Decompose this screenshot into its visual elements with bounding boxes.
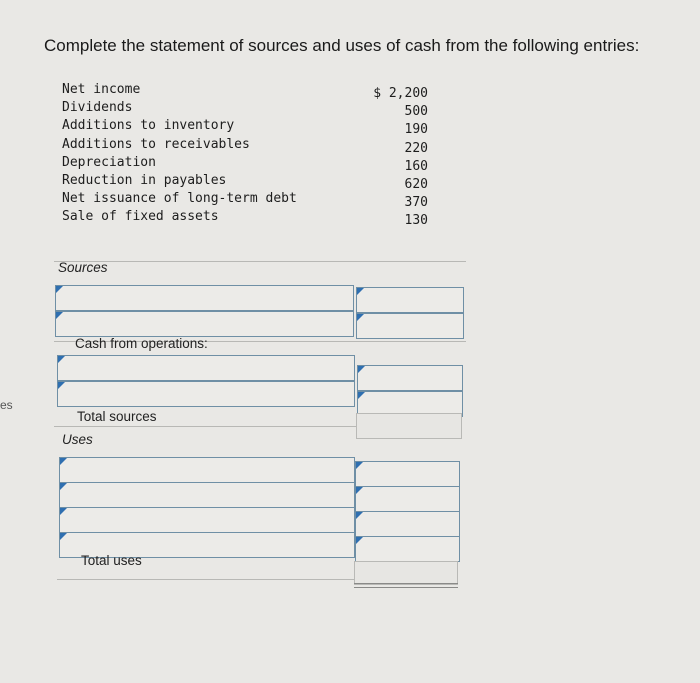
entry-row [62,173,442,191]
entry-value: $ 2,200 [373,86,428,101]
entry-value: 620 [404,176,428,192]
entry-value: 220 [404,140,428,156]
total-uses-label: Total uses [81,553,142,568]
entry-row [62,137,442,155]
row-divider [54,261,466,262]
entry-label: Net issuance of long-term debt [62,191,297,207]
source-1-description-input[interactable] [55,285,354,311]
sources-uses-form [54,261,466,587]
entry-row [62,155,442,173]
entry-label: Sale of fixed assets [62,209,219,225]
entry-label: Dividends [62,100,133,116]
entry-row [62,100,442,118]
use-1-amount-input[interactable] [355,461,460,487]
row-divider [57,579,355,580]
entry-row [62,118,442,136]
use-2-amount-input[interactable] [355,486,460,512]
entry-label: Net income [62,82,141,97]
source-2-amount-input[interactable] [356,313,464,339]
use-3-amount-input[interactable] [355,511,460,537]
entry-row [62,191,442,209]
entry-value: 190 [404,122,428,138]
question-prompt: Complete the statement of sources and uses of cash from the following entries: [44,36,640,55]
source-2-description-input[interactable] [55,311,354,337]
use-3-description-input[interactable] [59,507,355,533]
entry-label: Additions to inventory [62,118,235,134]
entry-value: 160 [404,158,428,174]
operations-1-description-input[interactable] [57,355,355,381]
uses-heading: Uses [62,432,93,447]
cropped-edge-text: es [0,398,13,412]
cash-from-operations-label: Cash from operations: [75,336,208,351]
row-divider [54,426,356,427]
sources-heading: Sources [58,260,108,275]
use-1-description-input[interactable] [59,457,355,483]
entry-value: 370 [404,195,428,211]
total-sources-amount-field[interactable] [356,413,462,439]
use-4-amount-input[interactable] [355,536,460,562]
total-uses-amount-field[interactable] [354,561,458,585]
entry-label: Additions to receivables [62,136,250,152]
entries-list [62,82,442,228]
entry-label: Depreciation [62,154,156,170]
entry-row [62,209,442,227]
entry-row [62,82,442,100]
total-double-underline [354,583,458,588]
source-1-amount-input[interactable] [356,287,464,313]
use-2-description-input[interactable] [59,482,355,508]
entry-label: Reduction in payables [62,172,227,188]
entry-value: 500 [404,104,428,120]
operations-2-description-input[interactable] [57,381,355,407]
total-sources-label: Total sources [77,409,157,424]
operations-1-amount-input[interactable] [357,365,463,391]
entry-value: 130 [404,213,428,229]
